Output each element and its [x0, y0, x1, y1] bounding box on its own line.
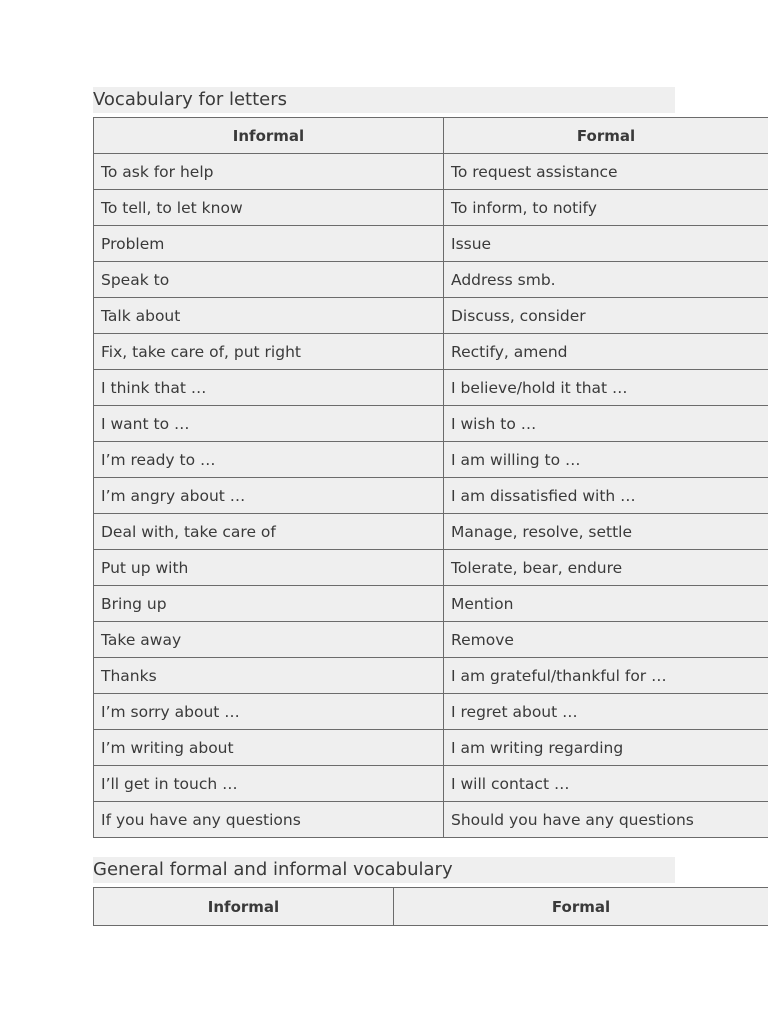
table-row	[94, 478, 768, 514]
formal-cell: I regret about …	[444, 694, 768, 730]
formal-cell: I will contact …	[444, 766, 768, 802]
informal-cell: Thanks	[94, 658, 444, 694]
table-row	[94, 514, 768, 550]
table-row	[94, 622, 768, 658]
table-row	[94, 442, 768, 478]
informal-cell: I’m sorry about …	[94, 694, 444, 730]
table-row	[94, 154, 768, 190]
letters-vocabulary-table	[93, 117, 768, 838]
formal-cell: To inform, to notify	[444, 190, 768, 226]
table-row	[94, 550, 768, 586]
table-row	[94, 730, 768, 766]
table-row	[94, 802, 768, 838]
table-row	[94, 658, 768, 694]
column-header-informal: Informal	[94, 888, 394, 926]
formal-cell: I am willing to …	[444, 442, 768, 478]
informal-cell: To ask for help	[94, 154, 444, 190]
formal-cell: Tolerate, bear, endure	[444, 550, 768, 586]
informal-cell: Talk about	[94, 298, 444, 334]
table-header-row	[94, 888, 768, 926]
informal-cell: Speak to	[94, 262, 444, 298]
formal-cell: Manage, resolve, settle	[444, 514, 768, 550]
table-row	[94, 370, 768, 406]
column-header-formal: Formal	[394, 888, 768, 926]
informal-cell: I want to …	[94, 406, 444, 442]
table-header-row	[94, 118, 768, 154]
informal-cell: Deal with, take care of	[94, 514, 444, 550]
formal-cell: I am grateful/thankful for …	[444, 658, 768, 694]
column-header-formal: Formal	[444, 118, 768, 154]
informal-cell: Put up with	[94, 550, 444, 586]
formal-cell: I am dissatisfied with …	[444, 478, 768, 514]
table-row	[94, 190, 768, 226]
formal-cell: Should you have any questions	[444, 802, 768, 838]
table-row	[94, 406, 768, 442]
section-heading-letters: Vocabulary for letters	[93, 87, 675, 113]
table-row	[94, 298, 768, 334]
formal-cell: Mention	[444, 586, 768, 622]
informal-cell: I’m ready to …	[94, 442, 444, 478]
table-row	[94, 586, 768, 622]
formal-cell: I am writing regarding	[444, 730, 768, 766]
formal-cell: I wish to …	[444, 406, 768, 442]
formal-cell: Address smb.	[444, 262, 768, 298]
column-header-informal: Informal	[94, 118, 444, 154]
informal-cell: I’ll get in touch …	[94, 766, 444, 802]
table-row	[94, 694, 768, 730]
table-row	[94, 334, 768, 370]
formal-cell: Rectify, amend	[444, 334, 768, 370]
informal-cell: Problem	[94, 226, 444, 262]
informal-cell: To tell, to let know	[94, 190, 444, 226]
informal-cell: Bring up	[94, 586, 444, 622]
informal-cell: Take away	[94, 622, 444, 658]
formal-cell: To request assistance	[444, 154, 768, 190]
table-row	[94, 766, 768, 802]
table-row	[94, 226, 768, 262]
formal-cell: Issue	[444, 226, 768, 262]
informal-cell: I’m angry about …	[94, 478, 444, 514]
formal-cell: Remove	[444, 622, 768, 658]
informal-cell: Fix, take care of, put right	[94, 334, 444, 370]
formal-cell: Discuss, consider	[444, 298, 768, 334]
formal-cell: I believe/hold it that …	[444, 370, 768, 406]
informal-cell: I think that …	[94, 370, 444, 406]
general-vocabulary-table	[93, 887, 768, 926]
section-heading-general: General formal and informal vocabulary	[93, 857, 675, 883]
informal-cell: I’m writing about	[94, 730, 444, 766]
informal-cell: If you have any questions	[94, 802, 444, 838]
table-row	[94, 262, 768, 298]
